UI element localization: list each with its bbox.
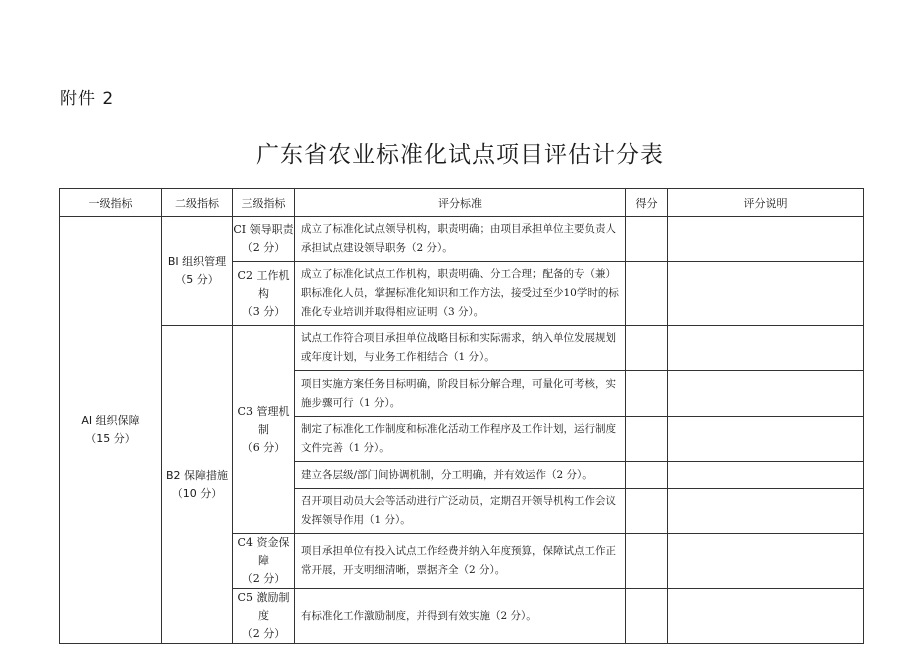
notes-cell[interactable] bbox=[668, 371, 864, 417]
score-cell[interactable] bbox=[626, 489, 668, 534]
c3-cell bbox=[233, 326, 295, 534]
c3-criterion-2: 项目实施方案任务目标明确，阶段目标分解合理，可量化可考核，实施步骤可行（1 分）。 bbox=[295, 371, 626, 417]
c3-score: （6 分） bbox=[241, 440, 286, 454]
b1-score: （5 分） bbox=[175, 273, 219, 286]
c5-score: （2 分） bbox=[241, 627, 286, 640]
c3-criterion-5: 召开项目动员大会等活动进行广泛动员，定期召开领导机构工作会议发挥领导作用（1 分）。 bbox=[295, 489, 626, 534]
c1-name: CI 领导职责 bbox=[233, 223, 294, 236]
notes-cell[interactable] bbox=[668, 489, 864, 534]
header-notes: 评分说明 bbox=[668, 189, 864, 217]
c4-criterion: 项目承担单位有投入试点工作经费并纳入年度预算，保障试点工作正常开展，开支明细清晰，票据齐全（2 分）。 bbox=[295, 534, 626, 589]
c2-cell bbox=[233, 262, 295, 326]
header-level2: 二级指标 bbox=[162, 189, 233, 217]
score-cell[interactable] bbox=[626, 326, 668, 371]
c4-score: （2 分） bbox=[241, 572, 286, 585]
b1-cell bbox=[162, 217, 233, 326]
score-cell[interactable] bbox=[626, 262, 668, 326]
score-cell[interactable] bbox=[626, 589, 668, 644]
table-row bbox=[60, 326, 864, 371]
c1-score: （2 分） bbox=[241, 241, 286, 254]
table-header-row bbox=[60, 189, 864, 217]
notes-cell[interactable] bbox=[668, 589, 864, 644]
notes-cell[interactable] bbox=[668, 462, 864, 489]
b2-cell bbox=[162, 326, 233, 644]
notes-cell[interactable] bbox=[668, 326, 864, 371]
notes-cell[interactable] bbox=[668, 217, 864, 262]
score-cell[interactable] bbox=[626, 462, 668, 489]
c5-cell bbox=[233, 589, 295, 644]
header-score: 得分 bbox=[626, 189, 668, 217]
b2-score: （10 分） bbox=[171, 486, 223, 500]
notes-cell[interactable] bbox=[668, 262, 864, 326]
score-cell[interactable] bbox=[626, 534, 668, 589]
attachment-label: 附件 2 bbox=[60, 89, 115, 109]
c4-cell bbox=[233, 534, 295, 589]
c3-criterion-4: 建立各层级/部门间协调机制，分工明确，并有效运作（2 分）。 bbox=[295, 462, 626, 489]
level1-cell bbox=[60, 217, 162, 644]
c1-criterion: 成立了标准化试点领导机构，职责明确；由项目承担单位主要负责人承担试点建设领导职务（2 分）。 bbox=[295, 217, 626, 262]
c3-criterion-3: 制定了标准化工作制度和标准化活动工作程序及工作计划，运行制度文件完善（1 分）。 bbox=[295, 417, 626, 462]
c5-criterion: 有标准化工作激励制度，并得到有效实施（2 分）。 bbox=[295, 589, 626, 644]
header-criteria: 评分标准 bbox=[295, 189, 626, 217]
notes-cell[interactable] bbox=[668, 534, 864, 589]
b2-name: B2 保障措施 bbox=[165, 468, 229, 482]
c2-score: （3 分） bbox=[241, 304, 286, 318]
table-row bbox=[60, 217, 864, 262]
score-cell[interactable] bbox=[626, 417, 668, 462]
c5-name: C5 激励制度 bbox=[237, 591, 290, 622]
notes-cell[interactable] bbox=[668, 417, 864, 462]
c1-cell bbox=[233, 217, 295, 262]
c4-name: C4 资金保障 bbox=[237, 536, 290, 567]
level1-score: （15 分） bbox=[85, 432, 136, 445]
c2-name: C2 工作机构 bbox=[237, 268, 290, 300]
c2-criterion: 成立了标准化试点工作机构，职责明确、分工合理；配备的专（兼）职标准化人员，掌握标准化知识和工作方法，接受过至少10学时的标准化专业培训并取得相应证明（3 分）。 bbox=[295, 262, 626, 326]
header-level3: 三级指标 bbox=[233, 189, 295, 217]
header-level1: 一级指标 bbox=[60, 189, 162, 217]
scoring-table bbox=[59, 188, 864, 644]
page-title: 广东省农业标准化试点项目评估计分表 bbox=[256, 142, 664, 168]
score-cell[interactable] bbox=[626, 371, 668, 417]
c3-criterion-1: 试点工作符合项目承担单位战略目标和实际需求，纳入单位发展规划或年度计划，与业务工作相结合（1 分）。 bbox=[295, 326, 626, 371]
b1-name: BI 组织管理 bbox=[167, 255, 227, 268]
score-cell[interactable] bbox=[626, 217, 668, 262]
c3-name: C3 管理机制 bbox=[237, 404, 290, 436]
level1-name: AI 组织保障 bbox=[81, 414, 140, 427]
